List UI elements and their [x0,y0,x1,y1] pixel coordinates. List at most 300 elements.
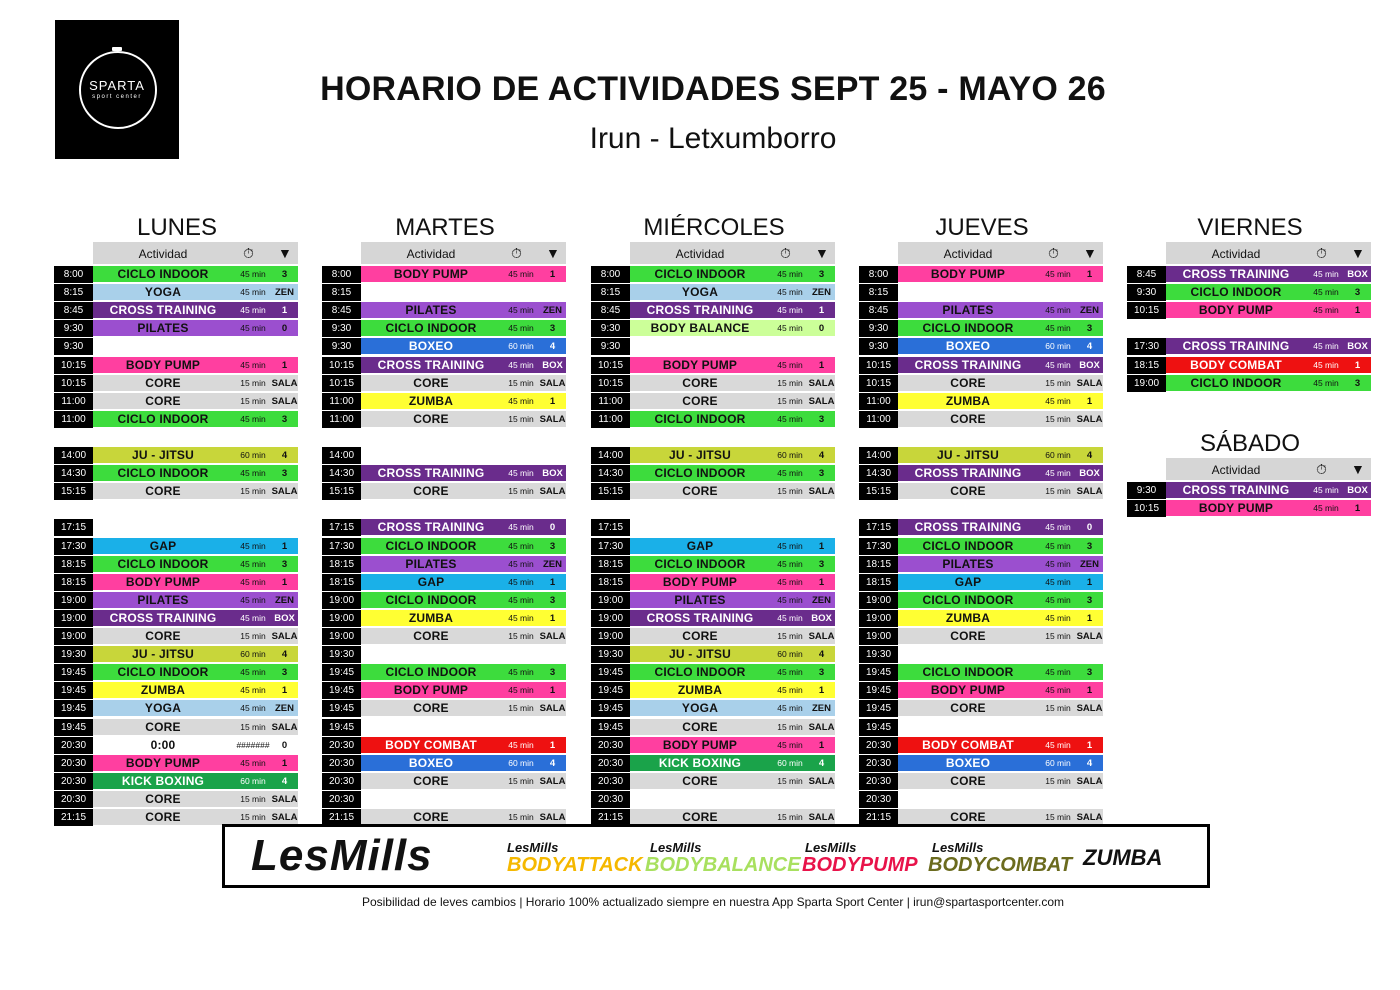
duration: 45 min [1045,359,1071,370]
schedule-row [1127,284,1372,300]
stopwatch-icon: ⏱ [1316,461,1327,477]
activity-bar [898,556,1103,573]
schedule-row [322,755,567,771]
activity-bar [361,682,566,699]
schedule-row [322,556,567,572]
activity-name: ZUMBA [408,610,454,625]
room: 1 [281,359,288,371]
time-cell: 20:30 [859,773,898,790]
schedule-row [322,574,567,590]
time-cell: 18:15 [859,574,898,591]
room: 0 [818,323,825,335]
activity-name: PILATES [137,321,189,336]
schedule-row [322,737,567,753]
schedule-row [54,719,299,735]
room: 3 [549,540,556,552]
duration: 15 min [508,775,534,786]
room: SALA [271,721,298,733]
duration: 45 min [240,468,266,479]
table-header [898,242,1103,264]
schedule-row [859,610,1104,626]
day-name: JUEVES [935,214,1029,241]
table-header [1166,458,1371,480]
room: 0 [281,323,288,335]
time-cell: 19:00 [1127,375,1166,392]
duration: 45 min [1045,558,1071,569]
time-cell: 8:00 [591,266,630,283]
schedule-row [322,809,567,825]
duration: 45 min [1045,468,1071,479]
activity-bar [361,357,566,374]
duration: 15 min [508,631,534,641]
activity-name: CORE [145,791,181,806]
duration: 45 min [1045,305,1071,316]
room: 3 [281,558,288,570]
duration: 45 min [1313,359,1339,370]
schedule-row [859,682,1104,698]
room: 4 [818,450,825,461]
product-name: BODYBALANCE [645,854,801,876]
time-cell: 10:15 [1127,302,1166,319]
time-cell: 8:00 [322,266,361,283]
schedule-row [591,538,836,554]
location-pin-icon: ▼ [546,245,560,261]
room: SALA [808,721,835,733]
room: 0 [549,522,556,534]
room: 4 [1086,341,1093,353]
activity-bar [630,646,835,663]
duration: 45 min [240,757,266,768]
activity-bar [898,700,1103,717]
duration: 45 min [240,359,266,370]
activity-bar [898,302,1103,319]
duration: 15 min [240,812,266,822]
schedule-row [54,610,299,626]
time-cell: 20:30 [859,791,898,808]
duration: 45 min [777,540,803,551]
activity-name: CORE [682,629,718,643]
time-cell: 19:00 [591,592,630,609]
room: BOX [274,612,295,624]
activity-name: CICLO INDOOR [117,466,209,481]
schedule-row [591,646,836,662]
activity-bar [1166,375,1371,392]
schedule-row [54,737,299,753]
duration: 45 min [240,576,266,587]
activity-bar [630,284,835,301]
room: 3 [549,594,556,606]
activity-bar [630,628,835,645]
time-cell: 19:00 [322,610,361,627]
product-name: BODYATTACK [507,854,643,876]
duration: 45 min [508,685,534,696]
activity-name: ZUMBA [945,610,991,625]
time-cell: 8:15 [859,284,898,301]
schedule-row [54,519,299,535]
duration: 15 min [1045,631,1071,641]
activity-name: CROSS TRAINING [377,520,485,535]
time-cell: 11:00 [322,411,361,428]
time-cell: 17:15 [54,519,93,536]
activity-bar [898,610,1103,627]
activity-name: GAP [686,538,714,553]
activity-bar [630,773,835,790]
room: 1 [1086,685,1093,697]
room: 4 [818,649,825,661]
duration: 45 min [508,395,534,406]
header-activity-label: Actividad [138,247,188,261]
schedule-row [859,447,1104,463]
schedule-row [1127,302,1372,318]
schedule-row [54,483,299,499]
schedule-row [859,664,1104,680]
time-cell: 18:15 [859,556,898,573]
time-cell: 8:45 [322,302,361,319]
activity-bar [898,338,1103,355]
activity-name: CORE [682,719,718,734]
activity-name: CICLO INDOOR [385,665,477,680]
time-cell: 10:15 [591,357,630,374]
schedule-row [859,700,1104,716]
room: 1 [281,305,288,317]
schedule-row [859,465,1104,481]
activity-bar [93,338,298,355]
duration: 45 min [1313,287,1339,298]
room: 0 [281,739,288,751]
activity-bar [93,556,298,573]
activity-name: PILATES [942,556,994,571]
time-cell: 14:30 [54,465,93,482]
schedule-row [322,610,567,626]
schedule-row [859,773,1104,789]
activity-name: JU - JITSU [131,647,194,662]
activity-bar [898,519,1103,536]
room: 4 [281,775,288,787]
activity-name: YOGA [144,285,182,300]
room: ZEN [1080,305,1099,317]
activity-bar [898,755,1103,772]
room: BOX [542,468,563,480]
time-cell: 11:00 [54,393,93,410]
schedule-row [859,411,1104,427]
room: 1 [1354,359,1361,371]
room: 1 [1086,576,1093,588]
schedule-row [591,574,836,590]
schedule-row [859,646,1104,662]
schedule-row [322,664,567,680]
activity-bar [898,538,1103,555]
time-cell: 20:30 [322,737,361,754]
room: 1 [281,685,288,697]
duration: 45 min [240,667,266,678]
schedule-row [322,302,567,318]
time-cell: 8:45 [591,302,630,319]
duration: 45 min [240,685,266,696]
room: ZEN [812,287,831,299]
time-cell: 19:00 [322,628,361,645]
time-cell: 20:30 [591,737,630,754]
activity-bar [361,266,566,283]
activity-name: CORE [413,411,449,426]
time-cell: 19:45 [322,664,361,681]
duration: 45 min [508,667,534,678]
schedule-row [591,610,836,626]
stopwatch-icon: ⏱ [511,245,522,261]
room: 1 [549,269,556,280]
room: 1 [818,685,825,697]
time-cell: 19:00 [859,592,898,609]
time-cell: 19:00 [859,610,898,627]
time-cell: 11:00 [322,393,361,410]
duration: 60 min [777,649,803,660]
time-cell: 17:30 [859,538,898,555]
schedule-row [54,465,299,481]
room: 1 [549,612,556,624]
duration: 45 min [240,558,266,569]
duration: 45 min [508,612,534,623]
schedule-row [859,320,1104,336]
activity-bar [1166,284,1371,301]
schedule-row [859,357,1104,373]
duration: 45 min [777,287,803,298]
schedule-row [54,574,299,590]
activity-bar [630,465,835,482]
room: 0 [1086,522,1093,534]
duration: 60 min [1045,757,1071,768]
activity-name: BOXEO [408,755,454,770]
time-cell: 19:45 [859,664,898,681]
schedule-row [322,628,567,644]
room: 3 [1086,667,1093,679]
duration: 45 min [777,594,803,605]
room: 4 [818,757,825,769]
activity-bar [898,411,1103,428]
duration: 45 min [508,576,534,587]
activity-name: KICK BOXING [658,755,742,770]
room: 3 [818,667,825,679]
room: 1 [549,685,556,697]
activity-bar [630,338,835,355]
schedule-row [859,755,1104,771]
time-cell: 17:15 [859,519,898,536]
schedule-row [322,465,567,481]
schedule-row [591,447,836,463]
duration: 45 min [777,703,803,714]
activity-bar [93,465,298,482]
activity-bar [630,393,835,410]
time-cell: 10:15 [859,357,898,374]
activity-name: GAP [417,574,445,589]
room: 1 [281,576,288,588]
schedule-row [859,791,1104,807]
room: SALA [539,413,566,425]
activity-name: BODY PUMP [662,737,738,752]
activity-bar [898,791,1103,808]
activity-name: CICLO INDOOR [1190,285,1282,300]
activity-name: BODY PUMP [930,683,1006,698]
activity-name: CROSS TRAINING [377,466,485,481]
room: SALA [1076,631,1103,642]
activity-name: CICLO INDOOR [922,592,1014,607]
room: 1 [1354,503,1361,515]
activity-bar [1166,482,1371,499]
room: ZEN [543,558,562,570]
time-cell: 19:30 [54,646,93,663]
room: SALA [271,395,298,407]
schedule-row [322,682,567,698]
activity-bar [898,682,1103,699]
room: BOX [1347,269,1368,280]
schedule-row [322,338,567,354]
time-cell: 19:45 [859,700,898,717]
activity-bar [93,538,298,555]
day-name: LUNES [136,214,218,241]
activity-name: CORE [145,375,181,390]
time-cell: 10:15 [322,357,361,374]
duration: 15 min [508,486,534,497]
schedule-row [591,483,836,499]
activity-bar [1166,357,1371,374]
activity-name: PILATES [405,303,457,318]
activity-name: GAP [954,574,982,589]
duration: 15 min [240,793,266,804]
activity-name: BOXEO [945,339,991,354]
activity-name: CROSS TRAINING [377,357,485,372]
schedule-row [591,302,836,318]
time-cell: 10:15 [322,375,361,392]
room: 1 [281,757,288,769]
activity-name: 0:00 [150,737,176,752]
schedule-row [54,556,299,572]
room: SALA [539,703,566,715]
schedule-row [54,393,299,409]
stopwatch-icon: ⏱ [1048,245,1059,261]
time-cell: 19:00 [54,592,93,609]
activity-bar [630,266,835,283]
activity-name: CORE [413,629,449,643]
activity-bar [361,302,566,319]
activity-name: JU - JITSU [131,448,194,462]
time-cell: 20:30 [591,773,630,790]
time-cell: 8:45 [54,302,93,319]
activity-bar [630,556,835,573]
room: BOX [542,359,563,371]
activity-bar [361,700,566,717]
activity-bar [630,682,835,699]
page-subtitle: Irun - Letxumborro [589,122,837,155]
duration: 45 min [777,413,803,424]
activity-bar [93,646,298,663]
schedule-row [859,338,1104,354]
schedule-row [591,791,836,807]
time-cell: 19:45 [859,719,898,736]
header-activity-label: Actividad [1211,247,1261,261]
logo-brand: SPARTA [89,78,145,93]
schedule-row [1127,375,1372,391]
schedule-row [54,773,299,789]
activity-name: CICLO INDOOR [922,538,1014,553]
room: SALA [539,812,566,823]
activity-bar [898,664,1103,681]
activity-name: CICLO INDOOR [117,556,209,571]
room: 4 [549,341,556,353]
duration: 15 min [777,377,803,388]
activity-name: BOXEO [945,755,991,770]
room: SALA [1076,377,1103,389]
logo-subtitle: sport center [92,94,142,100]
activity-bar [93,592,298,609]
duration: 15 min [777,721,803,732]
schedule-row [859,284,1104,300]
time-cell: 17:30 [591,538,630,555]
activity-bar [93,447,298,464]
activity-name: CICLO INDOOR [922,321,1014,336]
activity-name: CORE [682,810,718,824]
time-cell: 18:15 [591,556,630,573]
location-pin-icon: ▼ [1351,461,1365,477]
schedule-row [54,357,299,373]
time-cell: 11:00 [859,393,898,410]
activity-bar [361,465,566,482]
time-cell: 20:30 [54,755,93,772]
schedule-row [859,737,1104,753]
room: 1 [281,540,288,552]
duration: 15 min [1045,486,1071,497]
activity-bar [361,538,566,555]
room: 3 [281,269,288,280]
schedule-row [859,628,1104,644]
activity-name: ZUMBA [140,683,186,698]
room: 3 [1086,594,1093,606]
activity-name: CICLO INDOOR [117,411,209,426]
duration: 45 min [777,739,803,750]
schedule-row [859,574,1104,590]
activity-name: CORE [145,393,181,408]
time-cell: 19:45 [54,664,93,681]
schedule-row [322,447,567,463]
schedule-row [591,737,836,753]
activity-bar [361,483,566,500]
activity-bar [361,556,566,573]
room: 4 [549,757,556,769]
room: SALA [1076,413,1103,425]
activity-name: CORE [682,484,718,499]
activity-name: CORE [145,484,181,499]
room: SALA [271,377,298,389]
room: SALA [1076,812,1103,823]
time-cell: 18:15 [322,556,361,573]
time-cell: 8:45 [859,302,898,319]
activity-bar [898,465,1103,482]
room: SALA [808,395,835,407]
activity-name: CICLO INDOOR [654,267,746,281]
time-cell: 17:15 [322,519,361,536]
time-cell: 11:00 [591,393,630,410]
activity-bar [361,411,566,428]
room: 3 [549,667,556,679]
room: SALA [271,793,298,805]
schedule-row [591,592,836,608]
table-header [630,242,835,264]
time-cell: 20:30 [322,755,361,772]
duration: 45 min [1313,485,1339,495]
room: 3 [1354,377,1361,389]
time-cell: 8:15 [322,284,361,301]
time-cell: 9:30 [54,320,93,337]
activity-bar [361,737,566,754]
time-cell: 10:15 [1127,500,1166,517]
room: 3 [1086,323,1093,335]
